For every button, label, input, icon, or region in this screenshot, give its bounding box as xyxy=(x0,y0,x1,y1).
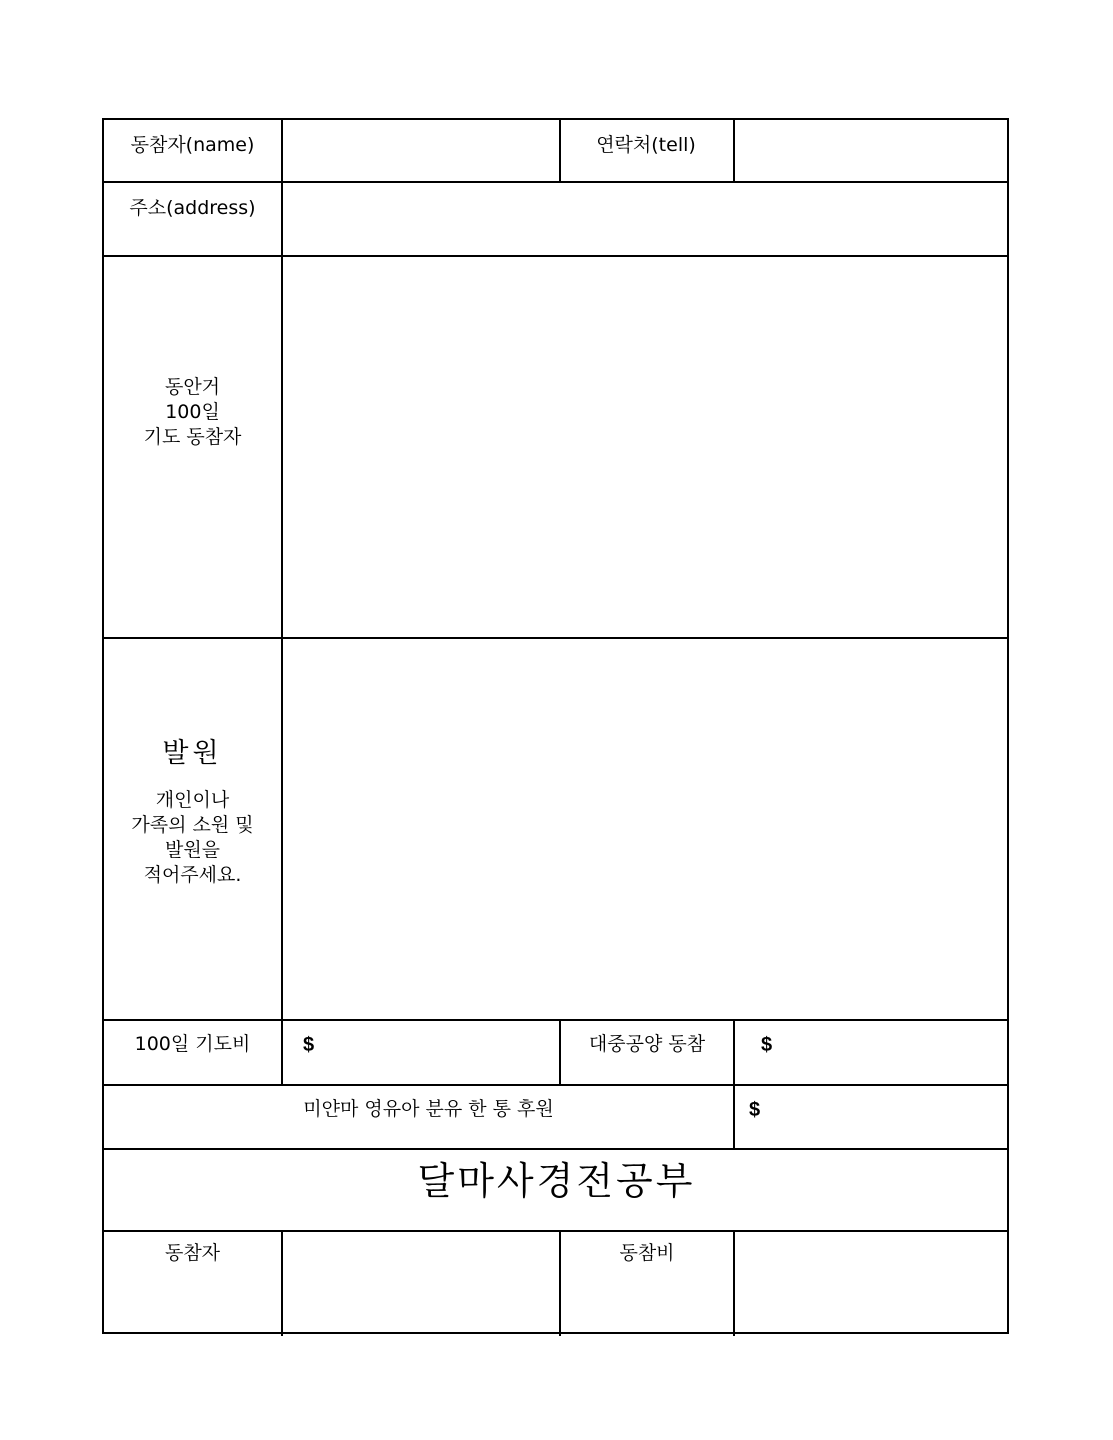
prayer-label-line2: 100일 xyxy=(165,400,220,423)
wish-label-cell xyxy=(104,639,281,1019)
name-label-cell xyxy=(104,120,281,181)
wish-desc-line1: 개인이나 xyxy=(155,788,230,811)
wish-input-cell[interactable] xyxy=(283,639,1009,1019)
fee-label-cell xyxy=(561,1232,733,1334)
offering-label-cell xyxy=(561,1021,733,1084)
address-label: 주소(address) xyxy=(129,197,256,219)
offering-input-cell[interactable] xyxy=(735,1021,1009,1084)
section-title-cell xyxy=(104,1150,1009,1230)
support-label: 미얀마 영유아 분유 한 통 후원 xyxy=(303,1098,554,1120)
address-input-cell[interactable] xyxy=(283,183,1009,255)
offering-currency: $ xyxy=(761,1034,773,1056)
participant-input-cell[interactable] xyxy=(283,1232,559,1334)
tel-label-cell xyxy=(559,120,733,181)
application-form-table xyxy=(102,118,1009,1334)
prayer-label-line1: 동안거 xyxy=(164,375,221,398)
wish-desc-line4: 적어주세요. xyxy=(143,863,242,886)
participant-label: 동참자 xyxy=(164,1242,221,1264)
prayer-participants-input-cell[interactable] xyxy=(283,257,1009,637)
name-label: 동참자(name) xyxy=(130,134,255,156)
section-title: 달마사경전공부 xyxy=(417,1159,696,1204)
name-input-cell[interactable] xyxy=(283,120,559,181)
wish-desc-line2: 가족의 소원 및 xyxy=(131,813,254,836)
wish-title: 발원 xyxy=(162,737,223,769)
fee-input-cell[interactable] xyxy=(735,1232,1009,1334)
prayer-fee-input-cell[interactable] xyxy=(283,1021,559,1084)
address-label-cell xyxy=(104,183,281,255)
prayer-participants-label-cell xyxy=(104,257,281,637)
wish-desc-line3: 발원을 xyxy=(164,838,221,861)
participant-label-cell xyxy=(104,1232,281,1334)
offering-label: 대중공양 동참 xyxy=(588,1033,706,1055)
prayer-fee-label-cell xyxy=(104,1021,281,1084)
tel-input-cell[interactable] xyxy=(735,120,1009,181)
prayer-fee-label: 100일 기도비 xyxy=(134,1033,251,1055)
prayer-label-line3: 기도 동참자 xyxy=(143,425,242,448)
support-currency: $ xyxy=(749,1099,761,1121)
support-input-cell[interactable] xyxy=(735,1086,1009,1148)
tel-label: 연락처(tell) xyxy=(596,134,696,156)
prayer-fee-currency: $ xyxy=(303,1034,315,1056)
support-label-cell xyxy=(104,1086,733,1148)
fee-label: 동참비 xyxy=(619,1242,675,1264)
